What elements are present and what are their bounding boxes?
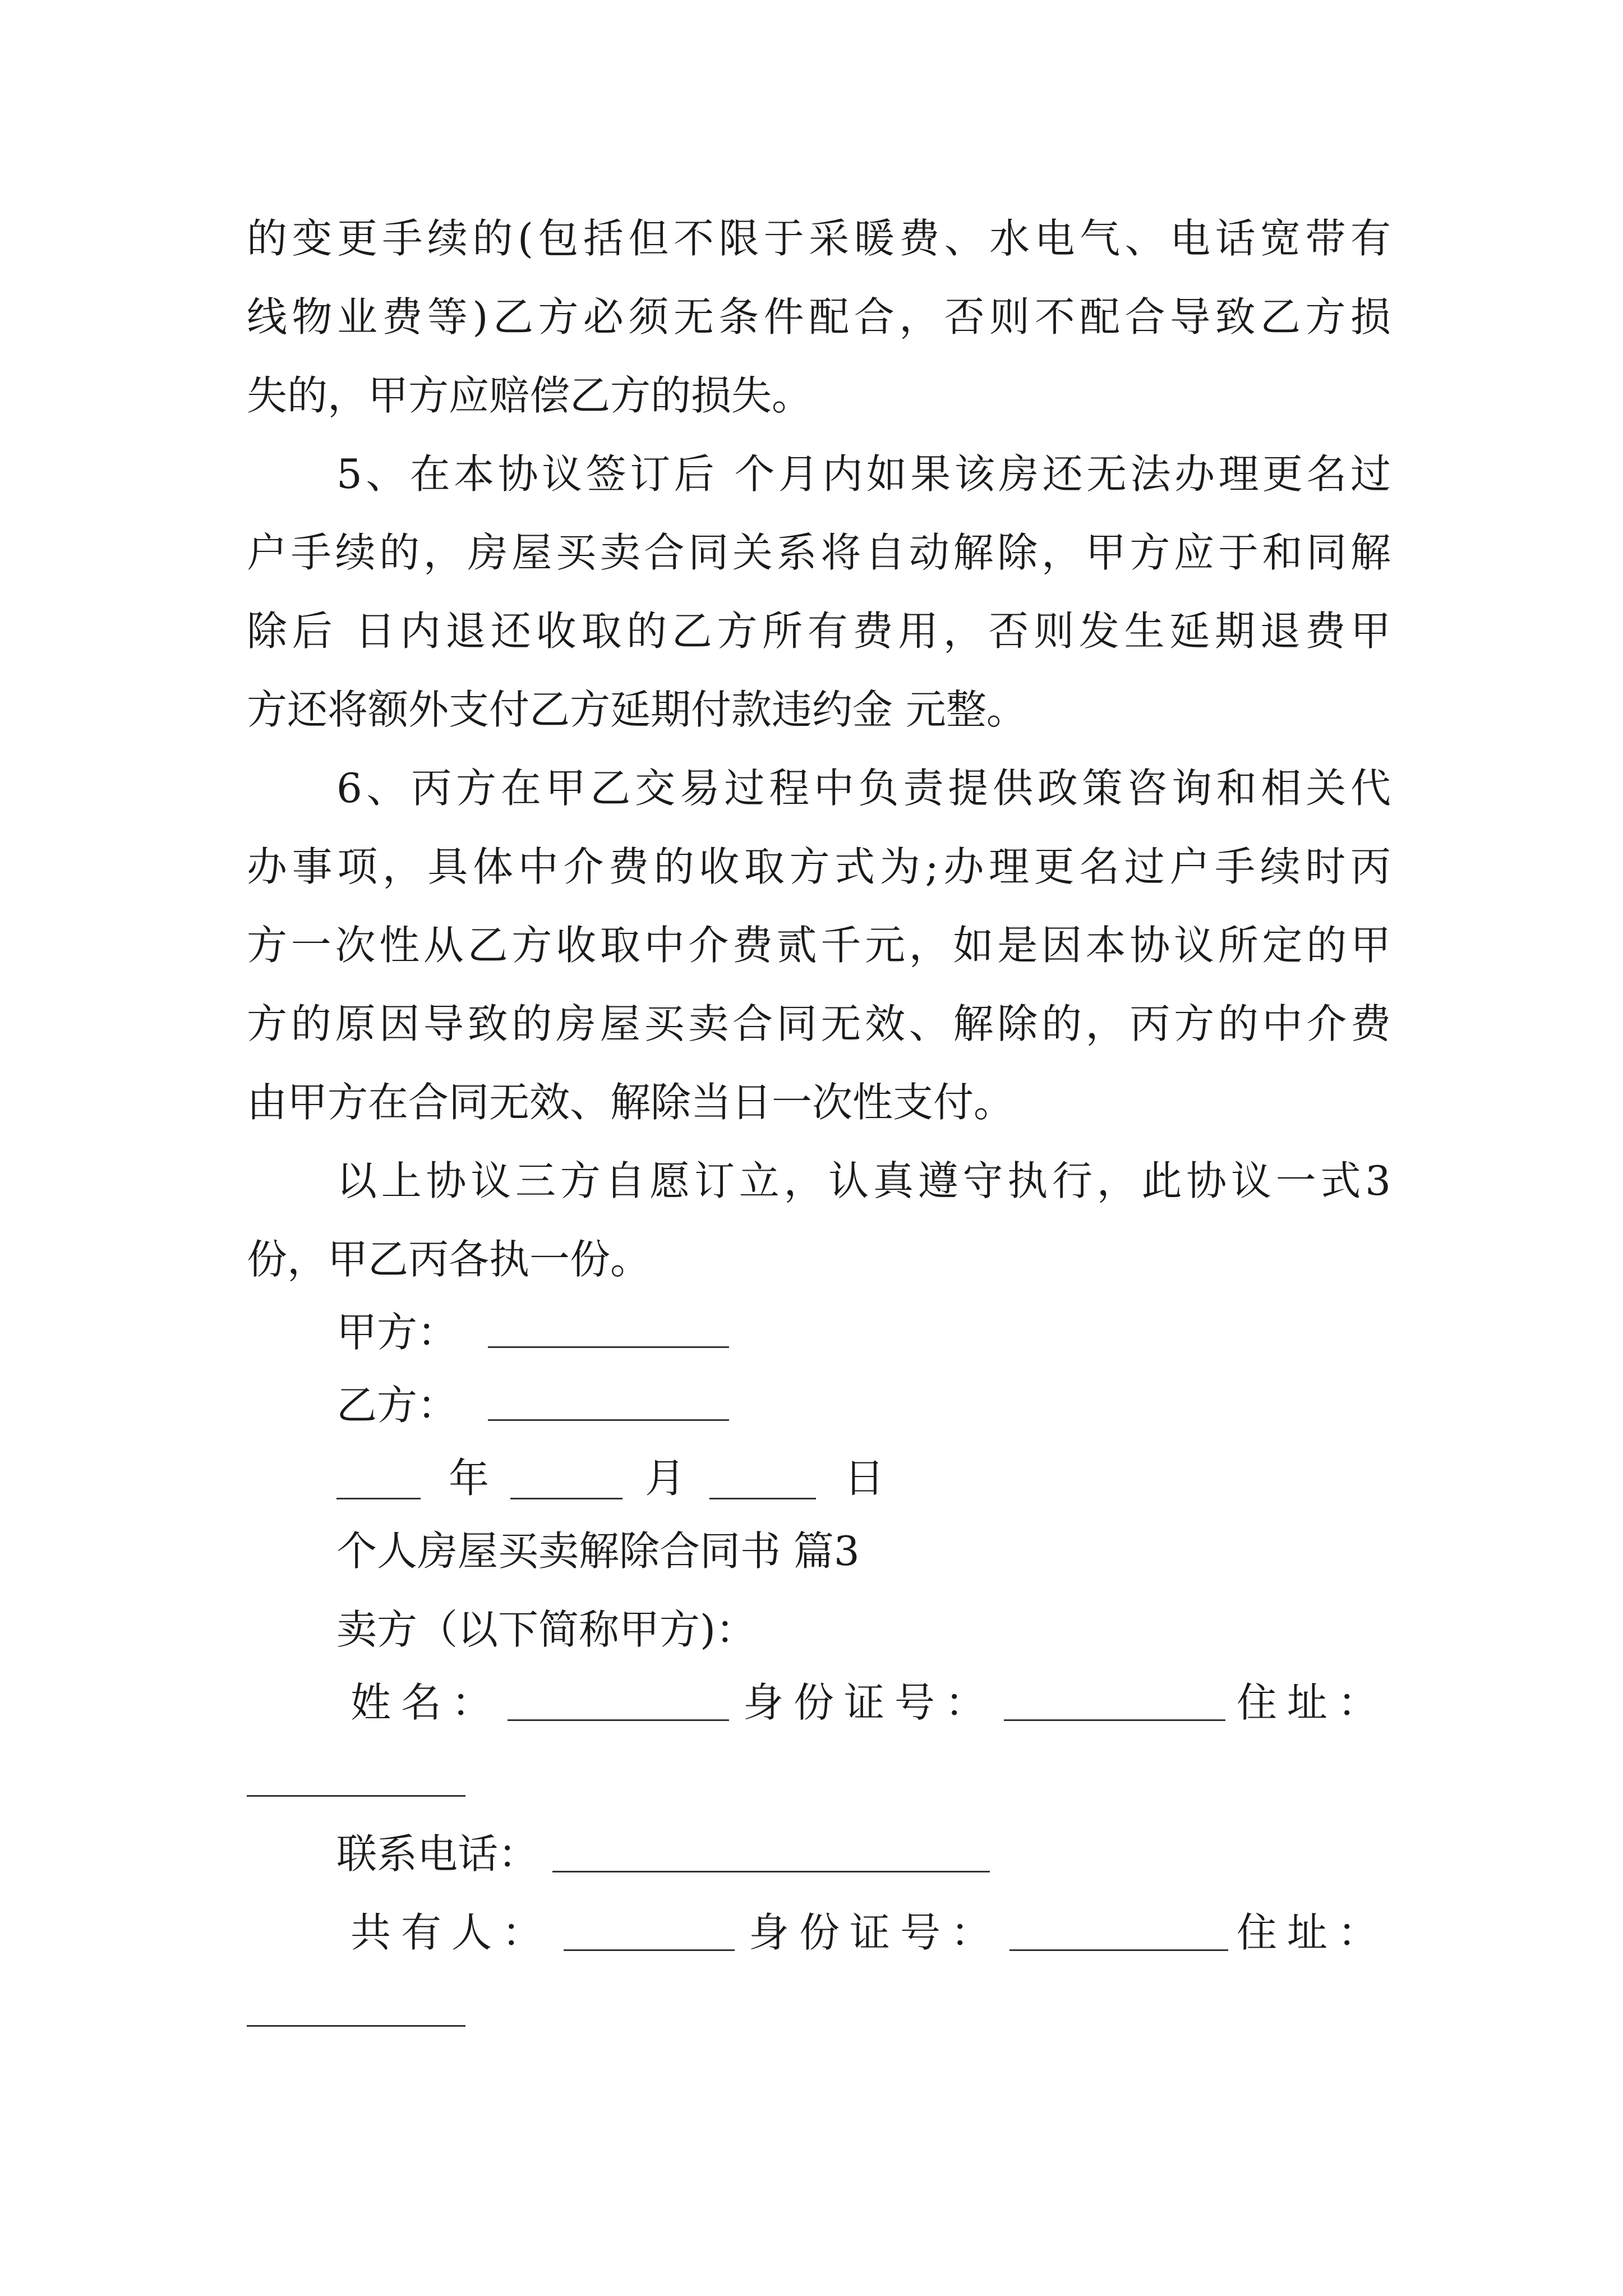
closing-line: 以上协议三方自愿订立，认真遵守执行，此协议一式3 [336, 1157, 1391, 1204]
clause-5-line: 除后 日内退还收取的乙方所有费用，否则发生延期退费甲 [247, 608, 1391, 655]
clause-6-line: 办事项，具体中介费的收取方式为;办理更名过户手续时丙 [247, 843, 1391, 890]
party-a-signature [336, 1307, 1391, 1358]
address-label: 住址： [1237, 1679, 1389, 1726]
id-blank[interactable] [1004, 1719, 1225, 1721]
party-a-label: 甲方： [336, 1309, 458, 1356]
coowner-blank[interactable] [564, 1949, 735, 1951]
clause-6-line: 由甲方在合同无效、解除当日一次性支付。 [247, 1079, 1015, 1126]
section-title: 个人房屋买卖解除合同书 篇3 [336, 1527, 860, 1575]
party-b-signature [336, 1380, 1391, 1430]
year-blank[interactable] [336, 1498, 421, 1499]
day-blank[interactable] [709, 1498, 816, 1499]
coowner-address-label: 住址： [1237, 1909, 1389, 1956]
clause-6-line: 6、丙方在甲乙交易过程中负责提供政策咨询和相关代 [336, 765, 1391, 812]
coowner-id-label: 身份证号： [749, 1909, 1002, 1956]
seller-intro: 卖方（以下简称甲方)： [336, 1606, 757, 1653]
month-blank[interactable] [510, 1498, 623, 1499]
clause-5-line: 方还将额外支付乙方延期付款违约金 元整。 [247, 686, 1027, 733]
phone-blank[interactable] [552, 1871, 990, 1872]
party-a-blank[interactable] [488, 1346, 729, 1348]
address-blank[interactable] [247, 1795, 465, 1797]
party-b-label: 乙方： [336, 1382, 458, 1429]
month-label: 月 [645, 1455, 686, 1502]
clause-6-line: 方的原因导致的房屋买卖合同无效、解除的，丙方的中介费 [247, 1000, 1391, 1047]
clause-5-line: 户手续的，房屋买卖合同关系将自动解除，甲方应于和同解 [247, 529, 1391, 576]
closing-line: 份，甲乙丙各执一份。 [247, 1236, 651, 1283]
clause-6-line: 方一次性从乙方收取中介费贰千元，如是因本协议所定的甲 [247, 922, 1391, 969]
paragraph-line: 线物业费等)乙方必须无条件配合，否则不配合导致乙方损 [247, 293, 1391, 341]
coowner-id-blank[interactable] [1009, 1949, 1228, 1951]
coowner-label: 共有人： [351, 1909, 553, 1956]
paragraph-line: 失的，甲方应赔偿乙方的损失。 [247, 372, 813, 419]
name-blank[interactable] [508, 1719, 729, 1721]
phone-label: 联系电话： [336, 1830, 539, 1878]
party-b-blank[interactable] [488, 1419, 729, 1421]
id-label: 身份证号： [743, 1679, 996, 1726]
day-label: 日 [844, 1455, 885, 1502]
clause-5-line: 5、在本协议签订后 个月内如果该房还无法办理更名过 [336, 450, 1391, 498]
paragraph-line: 的变更手续的(包括但不限于采暖费、水电气、电话宽带有 [247, 215, 1391, 262]
coowner-address-blank[interactable] [247, 2025, 465, 2027]
name-label: 姓名： [351, 1679, 502, 1726]
year-label: 年 [449, 1455, 490, 1502]
